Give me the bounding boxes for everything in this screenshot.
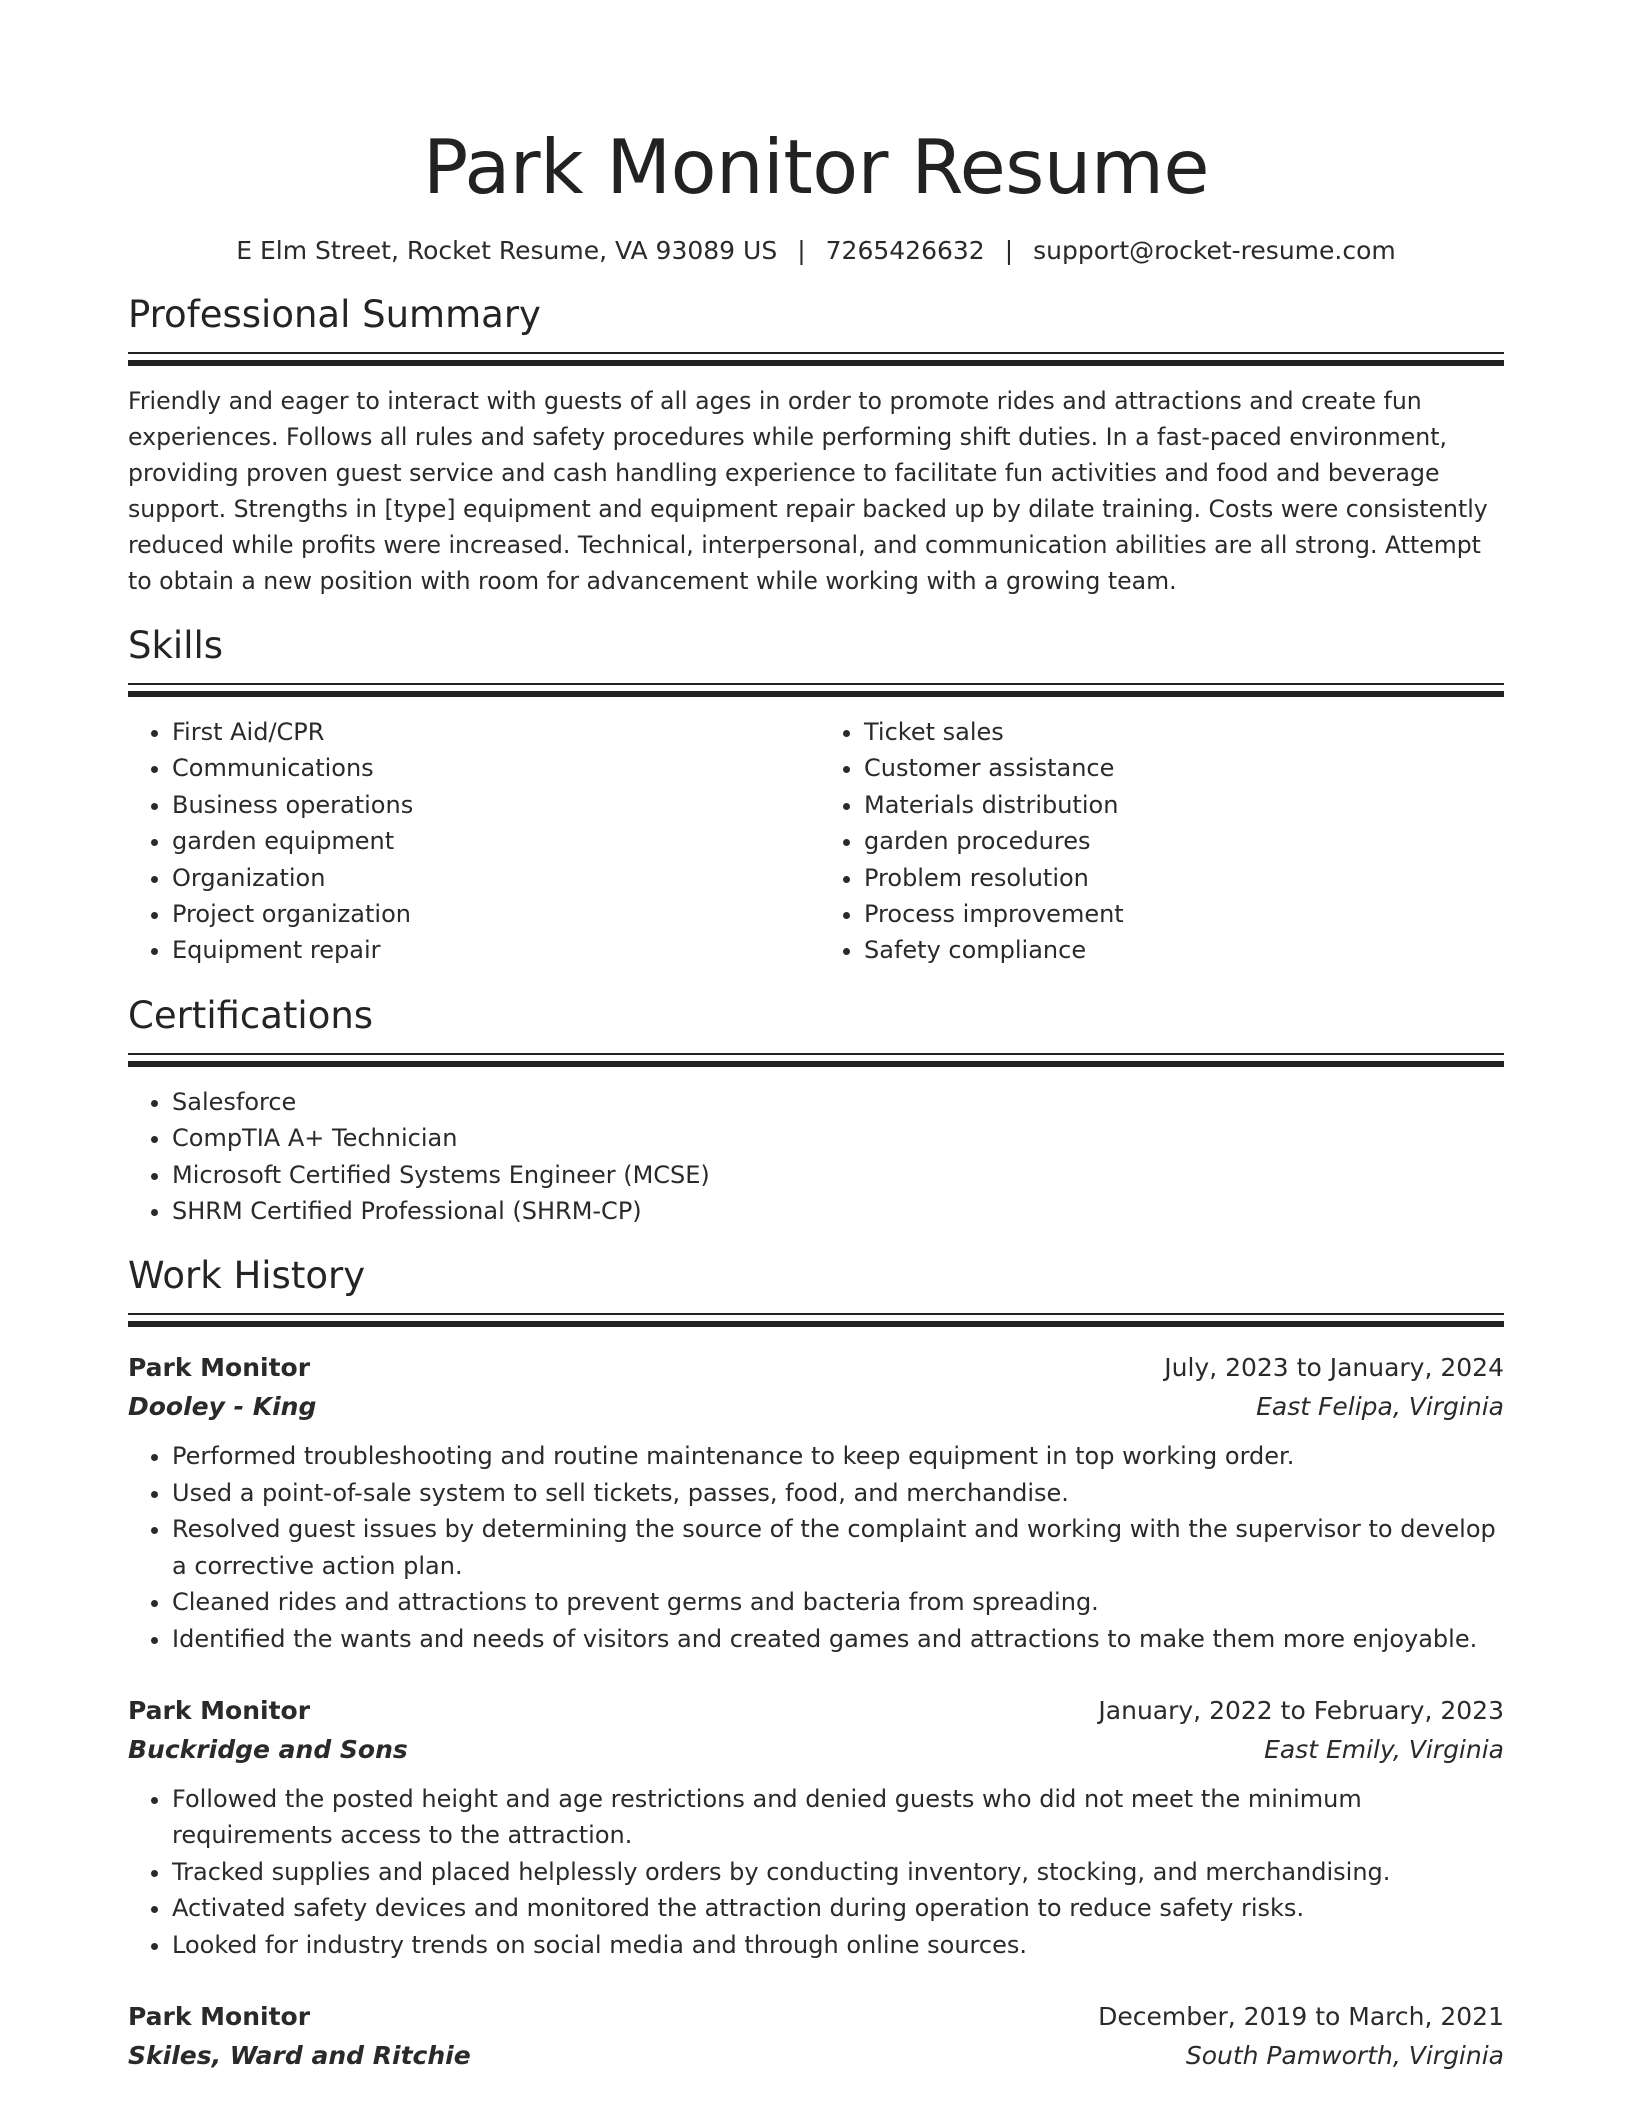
certifications-section [128,993,1504,1230]
job-duty-item: • Identified the wants and needs of visitors and created games and attractions to make them more enjoyable. [172,1621,1504,1657]
job-entry [128,1348,1504,1656]
skills-section [128,623,1504,969]
job-duties-list [128,1781,1504,1963]
skill-item: • Safety compliance [864,932,1504,968]
job-entry [128,1691,1504,1963]
skill-item: • Communications [172,750,816,786]
work-history-section [128,1253,1504,2074]
skill-item: • First Aid/CPR [172,714,816,750]
contact-separator: | [1004,236,1014,265]
skill-item: • Ticket sales [864,714,1504,750]
skill-item: • garden procedures [864,823,1504,859]
contact-separator: | [797,236,806,265]
job-duty-item: • Cleaned rides and attractions to prevent germs and bacteria from spreading. [172,1584,1504,1620]
job-location: South Pamworth, Virginia [1185,2040,1504,2070]
job-company: Dooley - King [128,1392,317,1422]
certification-item: • Salesforce [172,1084,1504,1120]
section-title-summary: Professional Summary [128,293,541,336]
skill-item: • Business operations [172,787,816,823]
section-title-work-history: Work History [128,1254,366,1298]
certifications-list [128,1084,1504,1230]
contact-phone: 7265426632 [825,236,985,265]
job-duty-item: • Tracked supplies and placed helplessly orders by conducting inventory, stocking, and merchandising. [172,1854,1504,1890]
certification-item: • Microsoft Certified Systems Engineer (MCSE) [172,1157,1504,1193]
certification-item: • SHRM Certified Professional (SHRM-CP) [172,1193,1504,1229]
job-duty-item: • Used a point-of-sale system to sell tickets, passes, food, and merchandise. [172,1475,1504,1511]
summary-text: Friendly and eager to interact with guests of all ages in order to promote rides and attractions and create fun experiences. Follows all rules and safety procedures while performing shift duties. In a fast-paced environment, providing proven guest service and cash handling experience to facilitate fun activities and food and beverage support. Strengths in [type] equipment and equipment repair backed up by dilate training. Costs were consistently reduced while profits were increased. Technical, interpersonal, and communication abilities are all strong. Attempt to obtain a new position with room for advancement while working with a growing team. [128,387,1488,595]
job-duty-item: • Resolved guest issues by determining the source of the complaint and working with the supervisor to develop a corrective action plan. [172,1511,1504,1584]
contact-line [128,234,1504,268]
skill-item: • Customer assistance [864,750,1504,786]
job-entry [128,1997,1504,2075]
skill-item: • garden equipment [172,823,816,859]
job-dates: December, 2019 to March, 2021 [1098,2001,1504,2031]
job-title: Park Monitor [128,1353,311,1383]
job-location: East Felipa, Virginia [1256,1392,1504,1422]
section-title-skills: Skills [128,624,224,667]
section-title-certifications: Certifications [128,993,374,1037]
job-title: Park Monitor [128,2001,311,2031]
skill-item: • Equipment repair [172,932,816,968]
section-divider [128,352,1504,367]
job-company: Buckridge and Sons [128,1734,408,1764]
skill-item: • Materials distribution [864,787,1504,823]
skills-grid [128,714,1504,969]
job-dates: January, 2022 to February, 2023 [1098,1695,1504,1725]
job-duty-item: • Looked for industry trends on social media and through online sources. [172,1927,1504,1963]
contact-address: E Elm Street, Rocket Resume, VA 93089 US [236,236,778,265]
job-duty-item: • Activated safety devices and monitored the attraction during operation to reduce safety risks. [172,1890,1504,1926]
job-duty-item: • Performed troubleshooting and routine maintenance to keep equipment in top working order. [172,1438,1504,1474]
job-company: Skiles, Ward and Ritchie [128,2040,471,2070]
certification-item: • CompTIA A+ Technician [172,1120,1504,1156]
job-dates: July, 2023 to January, 2024 [1164,1353,1504,1383]
contact-email: support@rocket-resume.com [1033,236,1396,265]
job-duty-item: • Followed the posted height and age restrictions and denied guests who did not meet the minimum requirements access to the attraction. [172,1781,1504,1854]
skills-list-right [816,714,1504,969]
summary-section [128,292,1504,599]
section-divider [128,683,1504,698]
job-location: East Emily, Virginia [1264,1734,1504,1764]
resume-title: Park Monitor Resume [422,123,1210,211]
skills-list-left [128,714,816,969]
job-duties-list [128,1438,1504,1656]
section-divider [128,1313,1504,1328]
skill-item: • Process improvement [864,896,1504,932]
skill-item: • Project organization [172,896,816,932]
skill-item: • Problem resolution [864,860,1504,896]
section-divider [128,1053,1504,1068]
resume-page [128,0,1504,2075]
skill-item: • Organization [172,860,816,896]
job-title: Park Monitor [128,1695,311,1725]
